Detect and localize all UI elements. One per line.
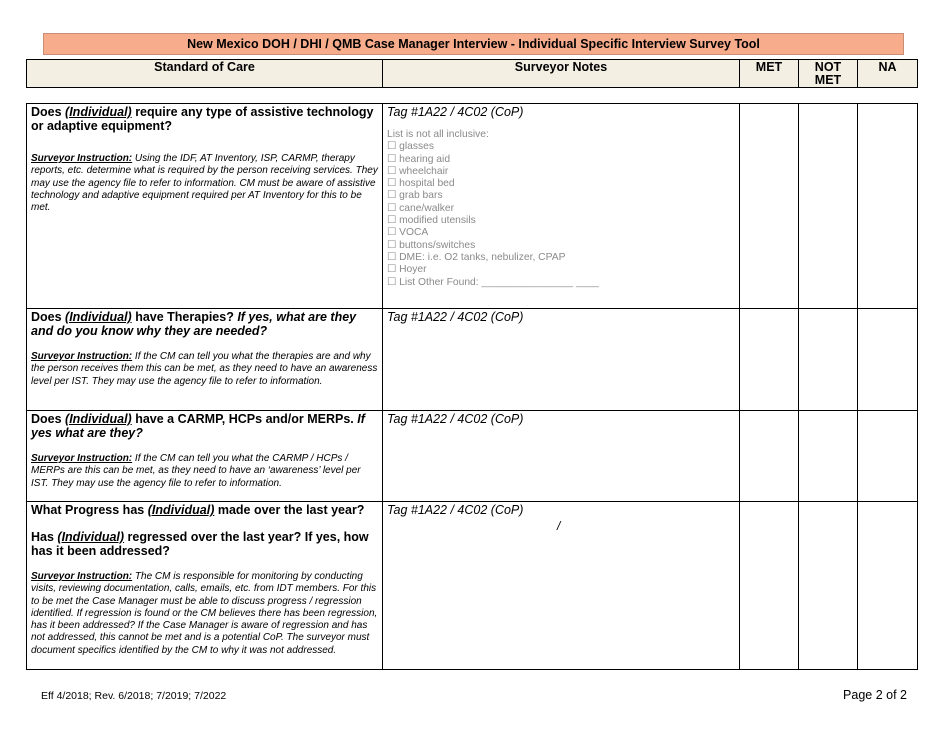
question-text-2: Has (Individual) regressed over the last year? If yes, how has it been addressed? bbox=[31, 530, 369, 558]
surveyor-instruction: Surveyor Instruction: Using the IDF, AT Inventory, ISP, CARMP, therapy reports, etc. determine what is required by the person receiving services. They may use the agency file to refer to information. CM must be aware of assistive technology and adaptive equipment required per AT Inventory for this to be met. bbox=[31, 153, 378, 214]
standard-cell bbox=[27, 104, 383, 309]
checklist-item[interactable]: ☐ grab bars bbox=[387, 190, 443, 202]
met-cell[interactable] bbox=[740, 411, 799, 502]
not-met-cell[interactable] bbox=[799, 104, 858, 309]
checklist-item[interactable]: ☐ cane/walker bbox=[387, 202, 455, 214]
column-header-table bbox=[26, 59, 918, 88]
tag-label: Tag #1A22 / 4C02 (CoP) bbox=[387, 503, 524, 517]
checklist-item[interactable]: ☐ hospital bed bbox=[387, 178, 455, 190]
not-met-cell[interactable] bbox=[799, 309, 858, 411]
checklist-item[interactable]: ☐ VOCA bbox=[387, 227, 429, 239]
list-intro: List is not all inclusive: bbox=[387, 129, 489, 140]
question-text: Does (Individual) have a CARMP, HCPs and/or MERPs. If yes what are they? bbox=[31, 412, 365, 440]
met-cell[interactable] bbox=[740, 309, 799, 411]
notes-cell[interactable] bbox=[383, 502, 740, 670]
tag-label: Tag #1A22 / 4C02 (CoP) bbox=[387, 310, 524, 324]
na-cell[interactable] bbox=[858, 309, 918, 411]
table-row bbox=[27, 309, 918, 411]
tag-label: Tag #1A22 / 4C02 (CoP) bbox=[387, 105, 524, 119]
checklist-item[interactable]: ☐ buttons/switches bbox=[387, 239, 476, 251]
page-number: Page 2 of 2 bbox=[843, 688, 907, 702]
revision-footer: Eff 4/2018; Rev. 6/2018; 7/2019; 7/2022 bbox=[41, 690, 227, 702]
met-cell[interactable] bbox=[740, 104, 799, 309]
notes-cell[interactable] bbox=[383, 411, 740, 502]
checklist-item[interactable]: ☐ Hoyer bbox=[387, 264, 427, 276]
question-text: What Progress has (Individual) made over the last year? bbox=[31, 503, 365, 517]
na-cell[interactable] bbox=[858, 502, 918, 670]
checklist-item[interactable]: ☐ DME: i.e. O2 tanks, nebulizer, CPAP bbox=[387, 251, 566, 263]
checklist-item[interactable]: ☐ modified utensils bbox=[387, 215, 476, 227]
question-text: Does (Individual) have Therapies? If yes, what are they and do you know why they are needed? bbox=[31, 310, 357, 338]
surveyor-instruction: Surveyor Instruction: If the CM can tell you what the CARMP / HCPs / MERPs are this can be met, as they need to have an ‘awareness’ level per IST. They may use the agency file to refer to information. bbox=[31, 453, 361, 489]
standard-cell bbox=[27, 411, 383, 502]
checklist-item[interactable]: ☐ glasses bbox=[387, 141, 435, 153]
document-title: New Mexico DOH / DHI / QMB Case Manager Interview - Individual Specific Interview Survey Tool bbox=[43, 33, 904, 55]
tag-label: Tag #1A22 / 4C02 (CoP) bbox=[387, 412, 524, 426]
header-na: NA bbox=[858, 60, 918, 88]
standard-cell bbox=[27, 502, 383, 670]
notes-cell[interactable] bbox=[383, 309, 740, 411]
checklist-item[interactable]: ☐ hearing aid bbox=[387, 153, 451, 165]
standard-cell bbox=[27, 309, 383, 411]
header-not-met: NOT MET bbox=[799, 60, 858, 88]
na-cell[interactable] bbox=[858, 104, 918, 309]
checklist-item[interactable]: ☐ wheelchair bbox=[387, 165, 449, 177]
table-row bbox=[27, 502, 918, 670]
not-met-cell[interactable] bbox=[799, 411, 858, 502]
not-met-cell[interactable] bbox=[799, 502, 858, 670]
table-row bbox=[27, 411, 918, 502]
header-standard-of-care: Standard of Care bbox=[27, 60, 383, 88]
na-cell[interactable] bbox=[858, 411, 918, 502]
surveyor-instruction: Surveyor Instruction: The CM is responsible for monitoring by conducting visits, reviewing documentation, calls, emails, etc. from IDT members. For this to be met the Case Manager must be able to discuss progress / regression identified. If regression is found or the CM believes there has been regression, has it been addressed? If the Case Manager is aware of regression and has not addressed, this cannot be met and is a potential CoP. The surveyor must document specifics identified by the CM to why it was not addressed. bbox=[31, 571, 378, 656]
question-text: Does (Individual) require any type of assistive technology or adaptive equipment? bbox=[31, 105, 374, 133]
checklist-item[interactable]: ☐ List Other Found: ________________ ____ bbox=[387, 276, 599, 288]
table-row bbox=[27, 104, 918, 309]
survey-table bbox=[26, 103, 918, 670]
surveyor-instruction: Surveyor Instruction: If the CM can tell you what the therapies are and why the person receives them this can be met, as they need to have an awareness level per IST. They may use the agency file to refer to information. bbox=[31, 351, 378, 387]
header-surveyor-notes: Surveyor Notes bbox=[383, 60, 740, 88]
notes-slash: / bbox=[557, 519, 561, 533]
notes-cell[interactable] bbox=[383, 104, 740, 309]
header-met: MET bbox=[740, 60, 799, 88]
met-cell[interactable] bbox=[740, 502, 799, 670]
